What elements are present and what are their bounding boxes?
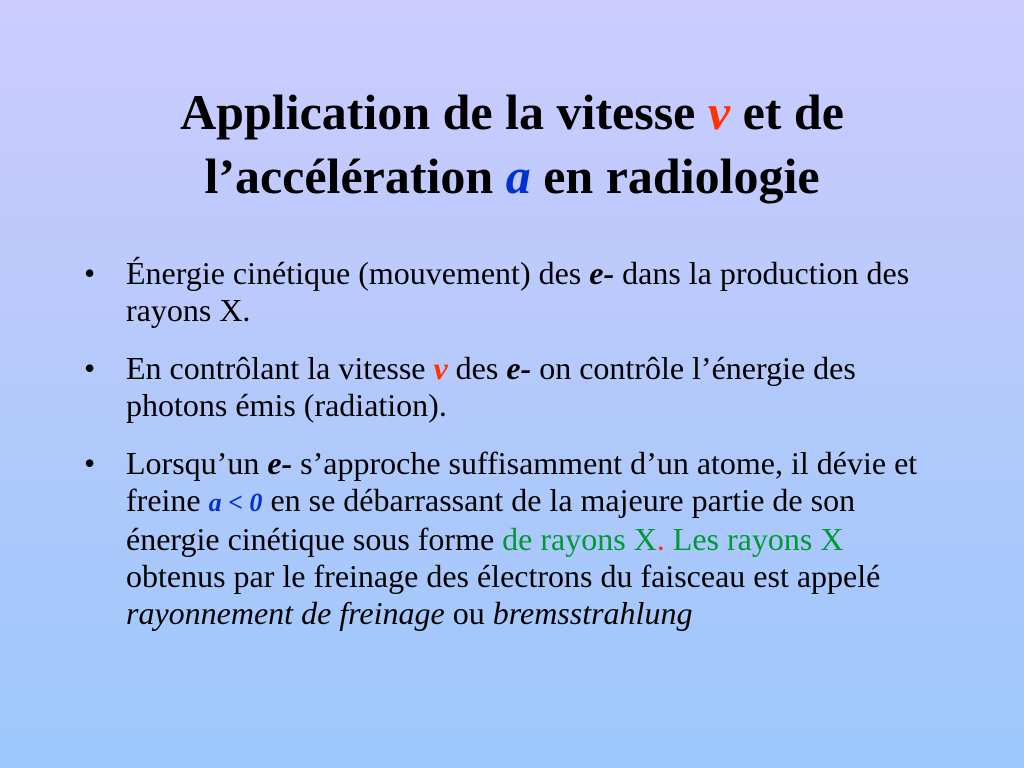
- bullet-3-acceleration-expression: a < 0: [208, 488, 263, 517]
- bullet-1-text-2: dans la production des rayons X.: [126, 255, 910, 328]
- bullet-3-electron-symbol: e-: [267, 445, 293, 481]
- bullet-1-electron-symbol: e-: [589, 255, 615, 291]
- bullet-3-red-dot: .: [656, 521, 665, 557]
- title-line-1: [40, 80, 984, 144]
- bullet-3-green-text-2: Les rayons X: [672, 521, 844, 557]
- bullet-3-text-ou: ou: [444, 595, 493, 631]
- bullet-2-text-2: des: [447, 350, 507, 386]
- bullet-2-text-3: on contrôle l’énergie des photons émis (radiation).: [126, 350, 856, 423]
- bullet-2-velocity-symbol: v: [433, 350, 448, 386]
- bullet-2-text-1: En contrôlant la vitesse: [126, 350, 434, 386]
- bullet-3-space: [665, 521, 673, 557]
- title-text-3: l’accélération: [204, 148, 506, 204]
- bullet-item-2: [80, 350, 930, 424]
- bullet-1-text-1: Énergie cinétique (mouvement) des: [126, 255, 590, 291]
- bullet-3-green-text-1: de rayons X: [502, 521, 657, 557]
- bullet-3-text-1: Lorsqu’un: [126, 445, 268, 481]
- bullet-3-text-4: obtenus par le freinage des électrons du faisceau est appelé: [126, 558, 881, 594]
- bullet-2-electron-symbol: e-: [506, 350, 532, 386]
- title-line-2: [40, 144, 984, 208]
- bullet-3-term-french: rayonnement de freinage: [126, 595, 445, 631]
- bullet-3-text-2: s’approche suffisamment d’un atome, il dévie et freine: [126, 445, 918, 518]
- bullet-3-term-german: bremsstrahlung: [492, 595, 693, 631]
- title-velocity-symbol: v: [707, 84, 731, 140]
- slide-title: [40, 80, 984, 208]
- bullet-3-text-3: en se débarrassant de la majeure partie de son énergie cinétique sous forme: [126, 482, 856, 557]
- bullet-list: [80, 255, 930, 653]
- bullet-item-1: [80, 255, 930, 329]
- title-text-4: en radiologie: [530, 148, 820, 204]
- bullet-item-3: [80, 445, 930, 632]
- title-text-1: Application de la vitesse: [180, 84, 708, 140]
- title-acceleration-symbol: a: [505, 148, 531, 204]
- title-text-2: et de: [730, 84, 844, 140]
